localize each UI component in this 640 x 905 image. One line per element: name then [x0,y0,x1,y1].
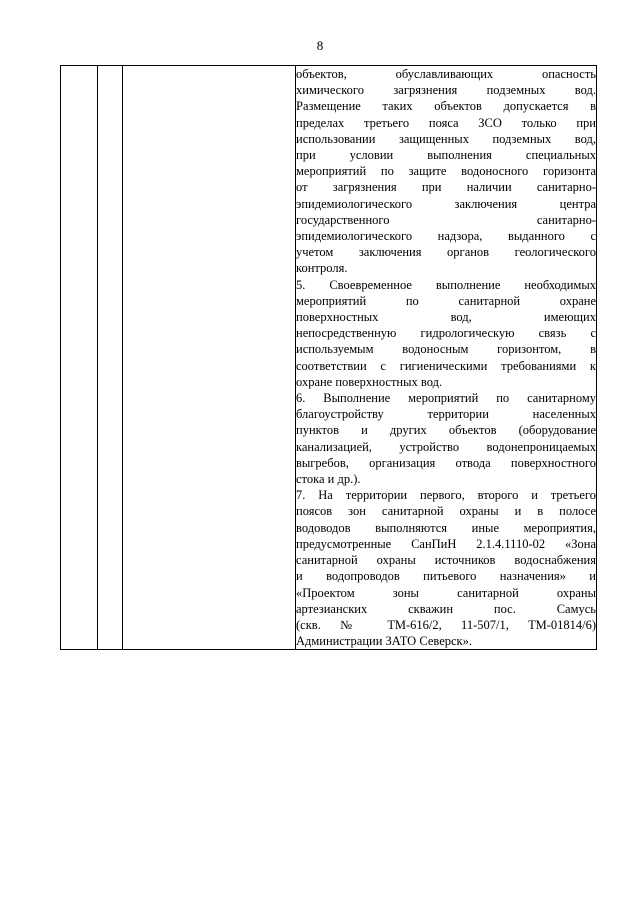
text-line: при условии выполнения специальных [296,148,596,163]
text-line: пределах третьего пояса ЗСО только при [296,115,596,130]
text-line: Размещение таких объектов допускается в [296,99,596,114]
text-line: 6. Выполнение мероприятий по санитарному [296,391,596,406]
text-line: объектов, обуславливающих опасность [296,67,596,81]
table-cell-empty [98,66,123,650]
text-line: контроля. [296,261,348,276]
text-line: эпидемиологического заключения центра [296,196,596,211]
text-line: выгребов, организация отвода поверхностного [296,455,596,470]
text-line: пунктов и других объектов (оборудование [296,423,596,438]
text-line: поверхностных вод, имеющих [296,310,596,325]
text-line: стока и др.). [296,472,361,487]
text-line: (скв. № ТМ-616/2, 11-507/1, ТМ-01814/6) [296,617,596,632]
table-cell-measures [296,66,597,650]
document-table [60,65,597,650]
text-line: соответствии с гигиеническими требованиями к [296,358,596,373]
text-line: эпидемиологического надзора, выданного с [296,229,596,244]
text-line: артезианских скважин пос. Самусь [296,601,596,616]
table-cell-number [61,66,98,650]
text-line: предусмотренные СанПиН 2.1.4.1110-02 «Зона [296,536,596,551]
text-line: от загрязнения при наличии санитарно- [296,180,596,195]
measures-text [296,66,596,649]
text-line: мероприятий по санитарной охране [296,293,596,308]
table-cell-name [123,66,296,650]
text-line: государственного санитарно- [296,212,596,227]
text-line: охране поверхностных вод. [296,374,443,389]
text-line: и водопроводов питьевого назначения» и [296,569,596,584]
page-number: 8 [316,38,324,53]
text-line: канализацией, устройство водонепроницаемых [296,439,596,454]
text-line: благоустройству территории населенных [296,407,596,422]
text-line: непосредственную гидрологическую связь с [296,326,596,341]
text-line: 5. Своевременное выполнение необходимых [296,277,596,292]
text-line: Администрации ЗАТО Северск». [296,634,472,649]
text-line: санитарной охраны источников водоснабжения [296,553,596,568]
text-line: используемым водоносным горизонтом, в [296,342,596,357]
text-line: поясов зон санитарной охраны и в полосе [296,504,596,519]
text-line: мероприятий по защите водоносного горизонта [296,164,596,179]
text-line: химического загрязнения подземных вод. [296,83,596,98]
table-row [61,66,597,650]
text-line: использовании защищенных подземных вод, [296,131,596,146]
text-line: 7. На территории первого, второго и третьего [296,488,596,503]
text-line: водоводов выполняются иные мероприятия, [296,520,596,535]
text-line: «Проектом зоны санитарной охраны [296,585,596,600]
text-line: учетом заключения органов геологического [296,245,596,260]
